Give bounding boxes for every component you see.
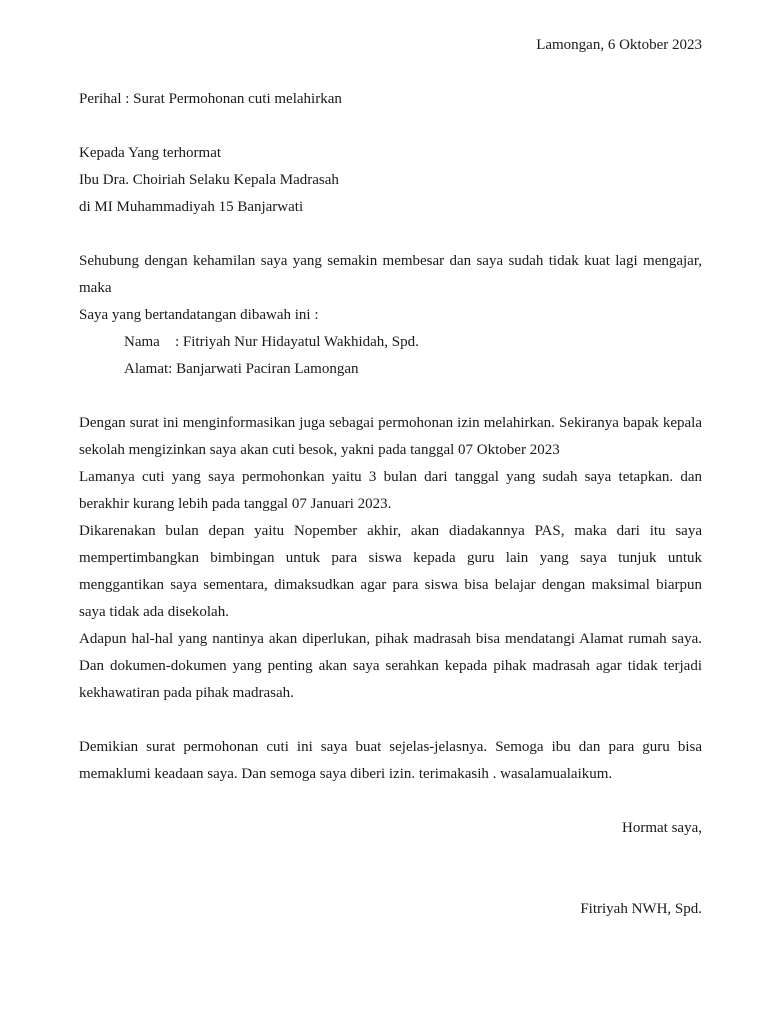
identity-address-row xyxy=(79,356,702,383)
spacer xyxy=(79,707,702,734)
body-paragraph-4: Adapun hal-hal yang nantinya akan diperlukan, pihak madrasah bisa mendatangi Alamat rumah saya. Dan dokumen-dokumen yang penting akan saya serahkan kepada pihak madrasah agar tidak terjadi kekhawatiran pada pihak madrasah. xyxy=(79,631,702,701)
opening-block xyxy=(79,248,702,329)
recipient-line-1: Kepada Yang terhormat xyxy=(79,145,222,161)
spacer xyxy=(79,221,702,248)
signature-space xyxy=(79,869,702,896)
address-label: Alamat xyxy=(124,361,169,377)
signer-name: Fitriyah NWH, Spd. xyxy=(580,901,702,917)
body-paragraph-2: Lamanya cuti yang saya permohonkan yaitu 3 bulan dari tanggal yang sudah saya tetapkan. dan berakhir kurang lebih pada tanggal 07 Januari 2023. xyxy=(79,469,702,512)
spacer xyxy=(79,113,702,140)
spacer xyxy=(79,788,702,815)
address-value: : Banjarwati Paciran Lamongan xyxy=(168,361,359,377)
spacer xyxy=(79,383,702,410)
body-paragraph-1: Dengan surat ini menginformasikan juga sebagai permohonan izin melahirkan. Sekiranya bapak kepala sekolah mengizinkan saya akan cuti besok, yakni pada tanggal 07 Oktober 2023 xyxy=(79,415,702,458)
name-value: : Fitriyah Nur Hidayatul Wakhidah, Spd. xyxy=(175,334,419,350)
signature-space xyxy=(79,842,702,869)
opening-line-1: Sehubung dengan kehamilan saya yang semakin membesar dan saya sudah tidak kuat lagi mengajar, xyxy=(79,253,702,269)
closing-paragraph: Demikian surat permohonan cuti ini saya buat sejelas-jelasnya. Semoga ibu dan para guru bisa memaklumi keadaan saya. Dan semoga saya diberi izin. terimakasih . wasalamualaikum. xyxy=(79,739,702,782)
name-label: Nama xyxy=(124,334,160,350)
opening-line-3: Saya yang bertandatangan dibawah ini : xyxy=(79,307,319,323)
opening-line-2: maka xyxy=(79,280,112,296)
place-date: Lamongan, 6 Oktober 2023 xyxy=(536,37,702,53)
regards-line: Hormat saya, xyxy=(622,820,702,836)
recipient-line-3: di MI Muhammadiyah 15 Banjarwati xyxy=(79,199,304,215)
body-paragraph-3: Dikarenakan bulan depan yaitu Nopember akhir, akan diadakannya PAS, maka dari itu saya mempertimbangkan bimbingan untuk para siswa kepada guru lain yang saya tunjuk untuk menggantikan saya sementara, dimaksudkan agar para siswa bisa belajar dengan maksimal biarpun saya tidak ada disekolah. xyxy=(79,523,702,620)
recipient-line-2: Ibu Dra. Choiriah Selaku Kepala Madrasah xyxy=(79,172,339,188)
subject-line: Perihal : Surat Permohonan cuti melahirkan xyxy=(79,91,342,107)
recipient-block xyxy=(79,140,702,221)
letter-page xyxy=(79,32,702,923)
spacer xyxy=(79,59,702,86)
identity-name-row xyxy=(79,329,702,356)
